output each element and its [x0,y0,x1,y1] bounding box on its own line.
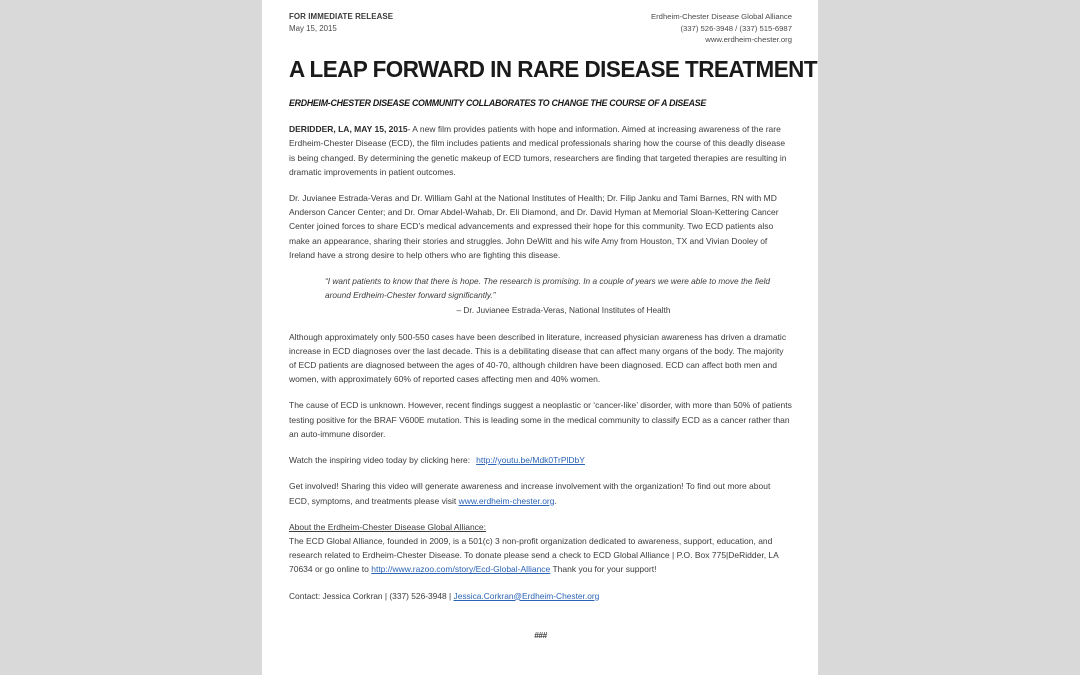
pull-quote-attribution: – Dr. Juvianee Estrada-Veras, National Institutes of Health [456,305,671,316]
letterhead-right [651,11,792,46]
website-link[interactable]: www.erdheim-chester.org [458,495,555,506]
video-link[interactable]: http://youtu.be/Mdk0TrPlDbY [476,455,585,466]
paragraph-doctors: Dr. Juvianee Estrada-Veras and Dr. William Gahl at the National Institutes of Health; Dr. Filip Janku and Tami Barnes, RN with MD Anderson Cancer Center; and Dr. Omar Abdel-Wahab, Dr. Eli Diamond, and Dr. David Hyman at Memorial Sloan-Kettering Cancer Center joined forces to share ECD’s medical advancements and expressed their hope for this community. Two ECD patients also make an appearance, sharing their stories and struggles. John DeWitt and his wife Amy from Houston, TX and Vivian Dooley of Ireland have a strong desire to help others who are fighting this disease. [289,193,779,260]
page-subtitle: ERDHEIM-CHESTER DISEASE COMMUNITY COLLABORATES TO CHANGE THE COURSE OF A DISEASE [289,97,706,109]
paragraph-lead-text: - A new film provides patients with hope and information. Aimed at increasing awareness of the rare Erdheim-Chester Disease (ECD), the film includes patients and medical professionals sharing how the course of this deadly disease is being changed. By determining the genetic makeup of ECD tumors, researchers are finding that targeted therapies are resulting in dramatic improvements in patient outcomes. [289,124,787,177]
contact-text: Contact: Jessica Corkran | (337) 526-3948 | [289,590,454,601]
get-involved-text: Get involved! Sharing this video will generate awareness and increase involvement with the organization! To find out more about ECD, symptoms, and treatments please visit [289,481,771,506]
watch-video-label: Watch the inspiring video today by clicking here: [289,455,471,466]
paragraph-watch-video [289,453,792,467]
pull-quote-text: “I want patients to know that there is hope. The research is promising. In a couple of years we were able to move the field around Erdheim-Chester forward significantly.” [325,276,771,301]
end-mark: ### [534,629,547,640]
contact-line [289,589,792,603]
paragraph-cause: The cause of ECD is unknown. However, recent findings suggest a neoplastic or ‘cancer-like’ disorder, with more than 50% of patients testing positive for the BRAF V600E mutation. This is leading some in the medical community to classify ECD as a cancer rather than an auto-immune disorder. [289,400,792,439]
body-content [289,122,792,639]
dateline: DERIDDER, LA, MAY 15, 2015 [289,124,408,135]
about-body [289,534,792,577]
paragraph-get-involved [289,479,792,507]
about-heading: About the Erdheim-Chester Disease Global Alliance: [289,521,487,532]
letterhead [289,11,792,46]
get-involved-text-end: . [554,495,557,506]
organization-name: Erdheim-Chester Disease Global Alliance [650,12,792,21]
pull-quote [289,274,792,318]
page-title: A LEAP FORWARD IN RARE DISEASE TREATMENT [289,55,818,82]
contact-email-link[interactable]: Jessica.Corkran@Erdheim-Chester.org [453,590,600,601]
organization-phones: (337) 526-3948 / (337) 515-6987 [680,23,792,33]
about-text: The ECD Global Alliance, founded in 2009, is a 501(c) 3 non-profit organization dedicated to awareness, support, education, and research related to Erdheim-Chester Disease. To donate please send a check to ECD Global Alliance | P.O. Box 775|DeRidder, LA 70634 or go online to [289,535,779,575]
release-date: May 15, 2015 [289,24,337,33]
about-text-end: Thank you for your support! [550,564,657,575]
press-release-page [262,0,818,675]
donate-link[interactable]: http://www.razoo.com/story/Ecd-Global-Alliance [371,564,551,575]
paragraph-statistics: Although approximately only 500-550 cases have been described in literature, increased physician awareness has driven a dramatic increase in ECD diagnoses over the last decade. This is a debilitating disease that can affect many organs of the body. The majority of ECD patients are diagnosed between the ages of 40-70, although children have been diagnosed. ECD can affect both men and women, with approximately 60% of reported cases affecting men and 40% women. [289,331,787,385]
release-label: FOR IMMEDIATE RELEASE [289,12,394,21]
letterhead-left [289,11,393,35]
about-section [289,520,792,577]
paragraph-lead [289,122,792,179]
organization-website: www.erdheim-chester.org [705,35,792,44]
